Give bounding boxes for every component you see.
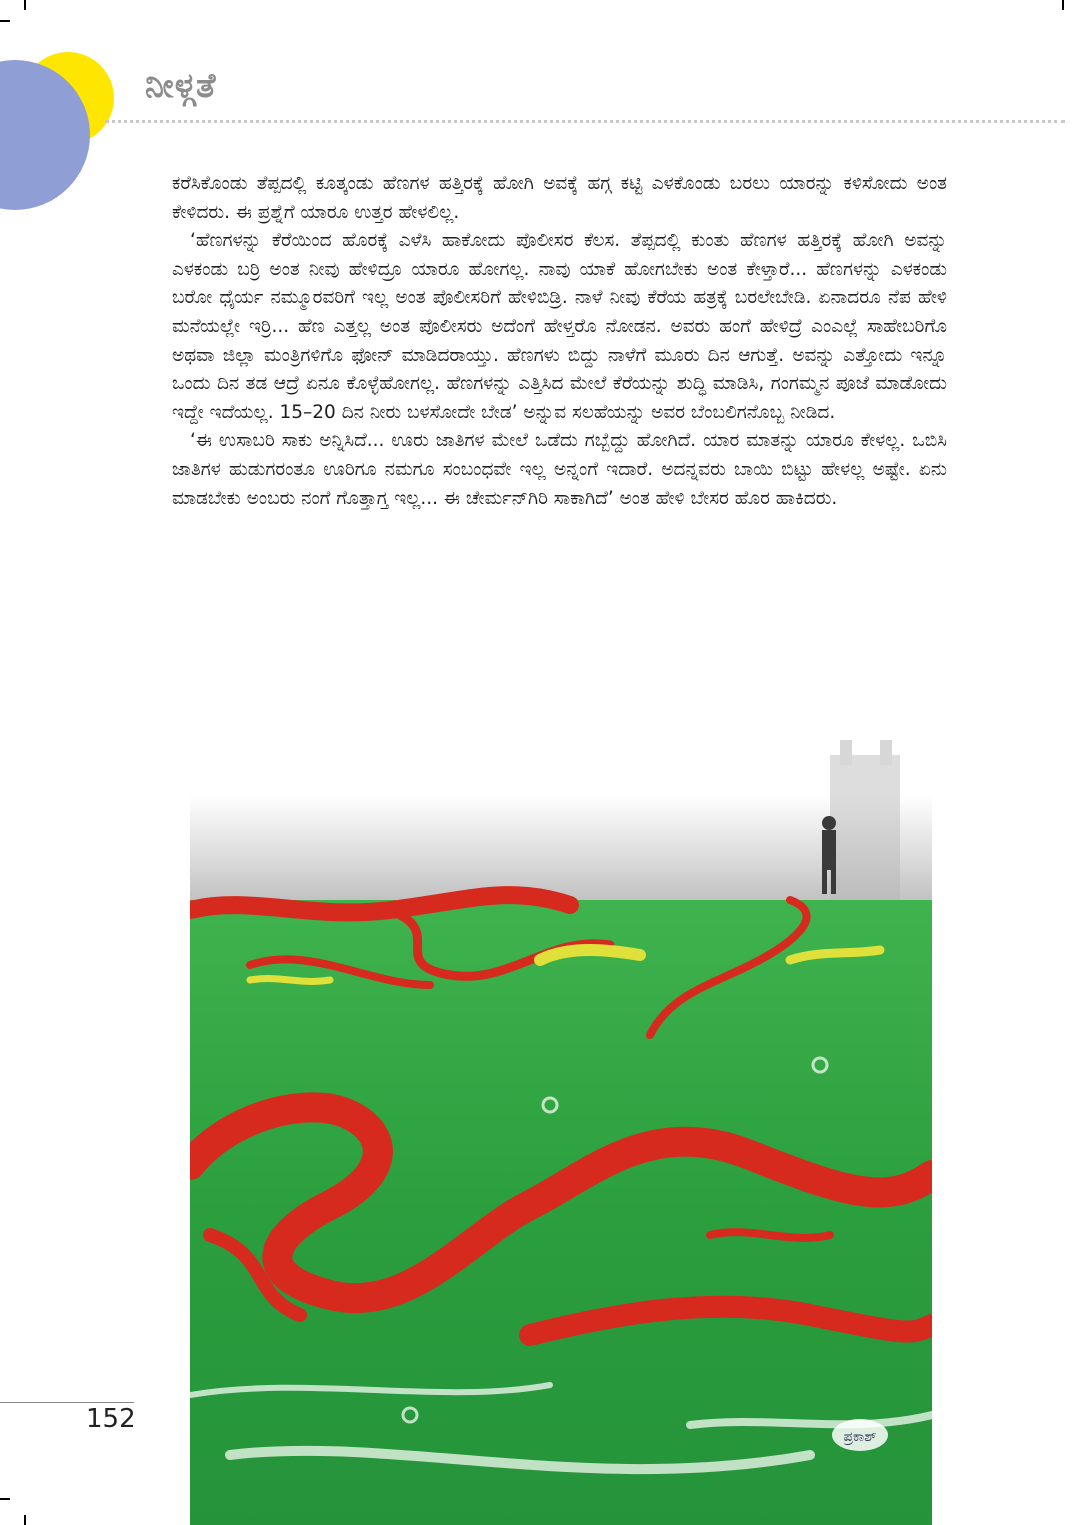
crop-mark [0,20,10,22]
crop-mark [0,1498,10,1500]
paragraph: ಕರೆಸಿಕೊಂಡು ತೆಪ್ಪದಲ್ಲಿ ಕೂತ್ಕಂಡು ಹೆಣಗಳ ಹತ್ತಿರಕ್ಕೆ ಹೋಗಿ ಅವಕ್ಕೆ ಹಗ್ಗ ಕಟ್ಟಿ ಎಳಕೊಂಡು ಬರಲು ಯಾರನ್ನು ಕಳಿಸೋದು ಅಂತ ಕೇಳಿದರು. ಈ ಪ್ರಶ್ನೆಗೆ ಯಾರೂ ಉತ್ತರ ಹೇಳಲಿಲ್ಲ. [172,173,947,223]
paragraph: ‘ಹೆಣಗಳನ್ನು ಕೆರೆಯಿಂದ ಹೊರಕ್ಕೆ ಎಳೆಸಿ ಹಾಕೋದು ಪೊಲೀಸರ ಕೆಲಸ. ತೆಪ್ಪದಲ್ಲಿ ಕುಂತು ಹೆಣಗಳ ಹತ್ತಿರಕ್ಕೆ ಹೋಗಿ ಅವನ್ನು ಎಳಕಂಡು ಬರ್ರಿ ಅಂತ ನೀವು ಹೇಳಿದ್ರೂ ಯಾರೂ ಹೋಗಲ್ಲ. ನಾವು ಯಾಕೆ ಹೋಗಬೇಕು ಅಂತ ಕೇಳ್ತಾರೆ... ಹೆಣಗಳನ್ನು ಎಳಕಂಡು ಬರೋ ಧೈರ್ಯ ನಮ್ಮೂರವರಿಗೆ ಇಲ್ಲ ಅಂತ ಪೊಲೀಸರಿಗೆ ಹೇಳಿಬಿಡ್ರಿ. ನಾಳೆ ನೀವು ಕೆರೆಯ ಹತ್ರಕ್ಕೆ ಬರಲೇಬೇಡಿ. ಏನಾದರೂ ನೆಪ ಹೇಳಿ ಮನೆಯಲ್ಲೇ ಇರ್ರಿ... ಹೆಣ ಎತ್ತಲ್ಲ ಅಂತ ಪೊಲೀಸರು ಅದೆಂಗೆ ಹೇಳ್ತರೊ ನೋಡನ. ಅವರು ಹಂಗೆ ಹೇಳಿದ್ರೆ ಎಂಎಲ್ಲೆ ಸಾಹೇಬರಿಗೊ ಅಥವಾ ಜಿಲ್ಲಾ ಮಂತ್ರಿಗಳಿಗೊ ಫೋನ್ ಮಾಡಿದರಾಯ್ತು. ಹೆಣಗಳು ಬಿದ್ದು ನಾಳೆಗೆ ಮೂರು ದಿನ ಆಗುತ್ತೆ. ಅವನ್ನು ಎತ್ತೋದು ಇನ್ನೂ ಒಂದು ದಿನ ತಡ ಆದ್ರೆ ಏನೂ ಕೊಳ್ಳೆಹೋಗಲ್ಲ. ಹೆಣಗಳನ್ನು ಎತ್ತಿಸಿದ ಮೇಲೆ ಕೆರೆಯನ್ನು ಶುದ್ಧಿ ಮಾಡಿಸಿ, ಗಂಗಮ್ಮನ ಪೂಜೆ ಮಾಡೋದು ಇದ್ದೇ ಇದೆಯಲ್ಲ. 15–20 ದಿನ ನೀರು ಬಳಸೋದೇ ಬೇಡ’ ಅನ್ನುವ ಸಲಹೆಯನ್ನು ಅವರ ಬೆಂಬಲಿಗನೊಬ್ಬ ನೀಡಿದ. [172,230,947,423]
page-number: 152 [86,1404,136,1434]
distant-tower [830,740,900,905]
crop-mark [24,0,26,10]
crop-mark [1062,0,1064,10]
crop-mark [24,1515,26,1525]
artist-signature [832,1419,888,1451]
footer-rule [0,1402,134,1403]
header-dotted-divider [105,120,1065,123]
signature-text: ಪ್ರಕಾಶ್ [843,1429,877,1445]
body-text [172,170,947,513]
paragraph: ‘ಈ ಉಸಾಬರಿ ಸಾಕು ಅನ್ನಿಸಿದೆ... ಊರು ಜಾತಿಗಳ ಮೇಲೆ ಒಡೆದು ಗಬ್ಬೆದ್ದು ಹೋಗಿದೆ. ಯಾರ ಮಾತನ್ನು ಯಾರೂ ಕೇಳಲ್ಲ. ಒಬಿಸಿ ಜಾತಿಗಳ ಹುಡುಗರಂತೂ ಊರಿಗೂ ನಮಗೂ ಸಂಬಂಧವೇ ಇಲ್ಲ ಅನ್ನಂಗೆ ಇದಾರೆ. ಅದನ್ನವರು ಬಾಯಿ ಬಿಟ್ಟು ಹೇಳಲ್ಲ ಅಷ್ಟೇ. ಏನು ಮಾಡಬೇಕು ಅಂಬರು ನಂಗೆ ಗೊತ್ತಾಗ್ತ ಇಲ್ಲ... ಈ ಚೇರ್ಮನ್‌ಗಿರಿ ಸಾಕಾಗಿದೆ’ ಅಂತ ಹೇಳಿ ಬೇಸರ ಹೊರ ಹಾಕಿದರು. [172,430,947,509]
lake-illustration [190,735,932,1525]
page-title: ನೀಳ್ಗತೆ [145,66,217,106]
